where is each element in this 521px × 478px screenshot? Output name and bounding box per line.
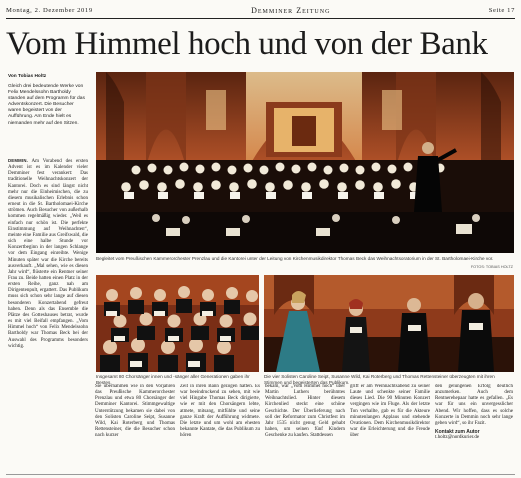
page-header	[6, 4, 515, 17]
soloists-photo-caption: Die vier Solisten Caroline Seipt, Susanne Wild, Kai Roterberg und Thomas Rettensteiner überzeugten mit ihren Stimmen und begeisterten das Publikum.	[264, 374, 495, 385]
photo-choir-singers	[96, 275, 259, 372]
page-footer-rule	[6, 474, 515, 475]
soloists-illustration	[264, 275, 514, 372]
main-photo-choir-concert	[96, 72, 514, 253]
photo-credit: FOTOS: TOBIAS HOLTZ	[470, 265, 513, 269]
article-column-5: griff er am Weihnachtsabend zu seiner Laute und schenkte seiner Familie dieses Lied. Die 90 Minuten Konzert vergingen wie im Fluge. Als der letzte Ton verhallte, gab es für die Akteure minutenlangen Applaus und stehende Ovationen. Dem Kirchenmusikdirektor war die Erleichterung und die Freude über	[350, 384, 430, 439]
page-number: Seite 17	[488, 7, 515, 14]
column-1-text: Am Vorabend des ersten Advent ist es im Kalender vieler Demminer fest verankert: Das traditionelle Weihnachtskonzert der Kantorei. Doch es sind längst nicht mehr nur die Einheimischen, die zu diesem musikalischen Erlebnis schon erneut in die St. Bartholomaei-Kirche strömen. Auch Besucher von außerhalb kommen regelmäßig wieder. „Weil es einfach nur schön ist. Die perfekte Einstimmung auf Weihnachten“, meinte eine Familie aus Greifswald, die sich eine halbe Stunde vor Konzertbeginn in der langen Schlange vor dem Eingang einreihte. Wenige Minuten später war die Kirche bereits ausverkauft. „Mal sehen, wie es diesen Jahr wird“, flüsterte ein Rentner seiner Frau zu. Beide hatten einen Platz in der ersten Reihe, ganz nah am Dirigentenpult, ergattert. Das Publikum muss sich schon sehr lange auf diesen besonderen Konzertabend gefreut haben. Denn als das Ensemble die Plätze des Gotteshauses betrat, wurde es mit viel Beifall empfangen. „Vom Himmel hoch“ von Felix Mendelssohn Bartholdy war Thomas Beck bei der Auswahl des Programms besonders wichtig.	[8, 159, 88, 349]
issue-date: Montag, 2. Dezember 2019	[6, 7, 93, 14]
article-headline: Vom Himmel hoch und von der Bank	[6, 26, 488, 62]
article-column-6	[435, 384, 513, 472]
article-column-1	[8, 158, 88, 472]
author-contact-email: t.holtz@nordkurier.de	[435, 435, 480, 441]
main-photo-caption: Begleitet vom Preußischen Kammerorchester Prenzlau und die Kantorei unter der Leitung von Kirchenmusikdirektor Thomas Beck das Weihnachtsoratorium in der St. Bartholomaei-Kirche vor.	[96, 256, 494, 261]
church-concert-illustration	[96, 72, 514, 253]
header-rule	[6, 18, 515, 19]
article-dateline: DEMMIN.	[8, 158, 29, 163]
article-column-2: Sie übernahmen wie in den Vorjahren das Preußische Kammerorchester Prenzlau und etwa 80 Chorsänger der Demminer Kantorei. Stimmgewaltige Unterstützung bekamen sie dabei von den Solisten Caroline Seipt, Susanne Wild, Kai Roterberg und Thomas Rettensteiner, die die Besucher schon nach kurzer	[95, 384, 175, 439]
newspaper-name: Demminer Zeitung	[251, 6, 331, 15]
article-byline: Von Tobias Holtz	[8, 74, 47, 79]
column-6-text: den gelungenen Erfolg deutlich anzumerken. Auch dem Rentnerehepaar hatte es gefallen. „Es war für uns ein unvergesslicher Abend. Wir hoffen, dass es solche Konzerte in Demmin noch sehr lange geben wird“, so ihr Fazit.	[435, 384, 513, 426]
article-column-4: bekam, war „Vom Himmel hoch“ über Martin Luthers berühmtes Weihnachtslied. Hinter diesem Kirchenlied steckt eine schöne Geschichte. Der Überlieferung nach soll der Reformator zum Christfest im Jahr 1535 nicht genug Geld gehabt haben, um seinen fünf Kindern Geschenke zu kaufen. Stattdessen	[265, 384, 345, 439]
choir-photo-caption: Insgesamt 80 Chorsänger innen und -sänger aller Generationen gaben ihr Bestes.	[96, 374, 250, 385]
article-column-3: Zeit in ihren Bann gezogen hatten. Es war beeindruckend zu sehen, mit wie viel Hingabe Thomas Beck dirigierte, wie er mit den Chorsängern lebte, atmete, mitsang, mitfühlte und seine ganze Kraft der Aufführung widmete. Die letzte und um wohl am ehesten bekannte Kantate, die das Publikum zu hören	[180, 384, 260, 439]
article-intro: Gleich drei bedeutende Werke von Felix Mendelssohn Bartholdy standen auf dem Programm für das Adventskonzert. Die Besucher waren begeistert von der Aufführung. Am Ende hielt es niemanden mehr auf den Sitzen.	[8, 84, 85, 126]
author-contact-title: Kontakt zum Autor	[435, 429, 480, 436]
choir-illustration	[96, 275, 259, 372]
photo-soloists	[264, 275, 514, 372]
